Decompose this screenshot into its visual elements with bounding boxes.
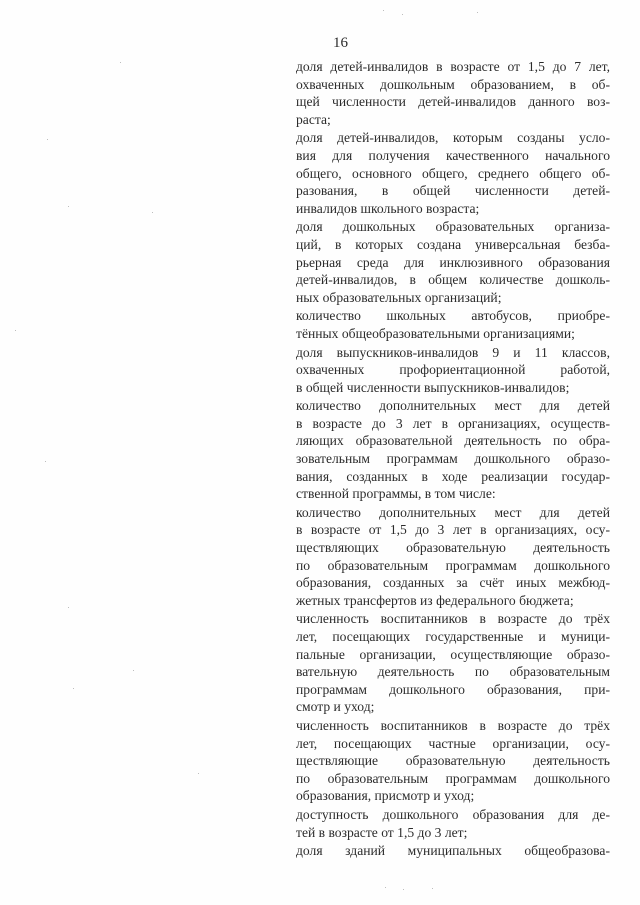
text-line: вия для получения качественного начального [296, 147, 610, 163]
list-item [296, 218, 610, 306]
text-line: лет, посещающих государственные и муници- [296, 629, 610, 644]
scan-speck [402, 14, 403, 15]
text-line: в возрасте до 3 лет в организациях, осуществ- [296, 415, 610, 431]
list-item [296, 504, 610, 610]
scan-speck [403, 889, 404, 890]
text-line: в общей численности выпускников-инвалидов; [296, 379, 570, 395]
text-line: количество дополнительных мест для детей [296, 504, 610, 520]
scan-speck [68, 607, 69, 608]
text-line: количество дополнительных мест для детей [296, 398, 610, 414]
text-line: общего, основного общего, среднего общего об- [296, 165, 610, 181]
text-line: ществляющие образовательную деятельность [296, 753, 610, 769]
scan-speck [47, 139, 48, 140]
scan-speck [68, 206, 69, 207]
text-line: численность воспитанников в возрасте до трёх [296, 611, 610, 627]
text-line: пальные организации, осуществляющие образо- [296, 646, 610, 662]
text-line: ществляющих образовательную деятельность [296, 540, 610, 556]
text-line: численность воспитанников в возрасте до трёх [296, 717, 610, 733]
text-line: в возрасте от 1,5 до 3 лет в организациях, осу- [296, 522, 610, 538]
text-line: образования, созданных за счёт иных межбюд- [296, 575, 610, 591]
text-column [296, 58, 610, 861]
text-line: инвалидов школьного возраста; [296, 200, 480, 216]
scan-speck [45, 461, 46, 462]
text-line: по образовательным программам дошкольного [296, 770, 610, 786]
scan-speck [477, 12, 478, 13]
text-line: лет, посещающих частные организации, осу- [296, 735, 610, 751]
text-line: зовательным программам дошкольного образо- [296, 451, 610, 467]
text-line: образования, присмотр и уход; [296, 788, 475, 804]
list-item [296, 344, 610, 397]
scan-speck [15, 330, 16, 331]
list-item [296, 307, 610, 342]
text-line: доля детей-инвалидов в возрасте от 1,5 до 7 лет, [296, 59, 610, 74]
text-line: доля зданий муниципальных общеобразова- [296, 843, 610, 859]
text-line: ляющих образовательной деятельность по обра- [296, 433, 610, 449]
scan-speck [432, 888, 433, 889]
scan-speck [152, 212, 153, 213]
text-line: программам дошкольного образования, при- [296, 681, 610, 697]
text-line: по образовательным программам дошкольного [296, 557, 610, 573]
list-item [296, 129, 610, 217]
text-line: доступность дошкольного образования для де- [296, 806, 610, 822]
text-line: ственной программы, в том числе: [296, 486, 496, 502]
scan-speck [133, 670, 134, 671]
text-line: щей численности детей-инвалидов данного воз- [296, 94, 610, 110]
scan-speck [383, 10, 384, 11]
text-line: разования, в общей численности детей- [296, 183, 610, 199]
text-line: тей в возрасте от 1,5 до 3 лет; [296, 824, 468, 840]
text-line: доля выпускников-инвалидов 9 и 11 классов, [296, 344, 610, 360]
scan-speck [198, 773, 199, 774]
text-line: доля детей-инвалидов, которым созданы усло- [296, 130, 610, 146]
text-line: ных образовательных организаций; [296, 289, 502, 305]
text-line: вательную деятельность по образовательным [296, 664, 610, 680]
scan-speck [120, 62, 121, 63]
text-line: смотр и уход; [296, 699, 375, 715]
text-line: вания, созданных в ходе реализации государ- [296, 468, 610, 484]
scan-speck [73, 688, 74, 689]
text-line: количество школьных автобусов, приобре- [296, 308, 610, 324]
text-line: рьерная среда для инклюзивного образования [296, 254, 610, 270]
list-item [296, 806, 610, 841]
list-item [296, 58, 610, 128]
list-item [296, 610, 610, 716]
scan-speck [385, 887, 386, 888]
text-line: ций, в которых создана универсальная безба- [296, 236, 610, 252]
list-item [296, 717, 610, 805]
text-line: детей-инвалидов, в общем количестве дошколь- [296, 272, 610, 288]
text-line: тённых общеобразовательными организациями; [296, 325, 575, 341]
text-line: охваченных дошкольным образованием, в об- [296, 76, 610, 92]
text-line: охваченных профориентационной работой, [296, 362, 610, 378]
text-line: раста; [296, 111, 331, 127]
list-item [296, 842, 610, 860]
page-number: 16 [333, 35, 348, 51]
text-line: жетных трансфертов из федерального бюджета; [296, 592, 574, 608]
text-line: доля дошкольных образовательных организа- [296, 219, 610, 235]
list-item [296, 397, 610, 503]
